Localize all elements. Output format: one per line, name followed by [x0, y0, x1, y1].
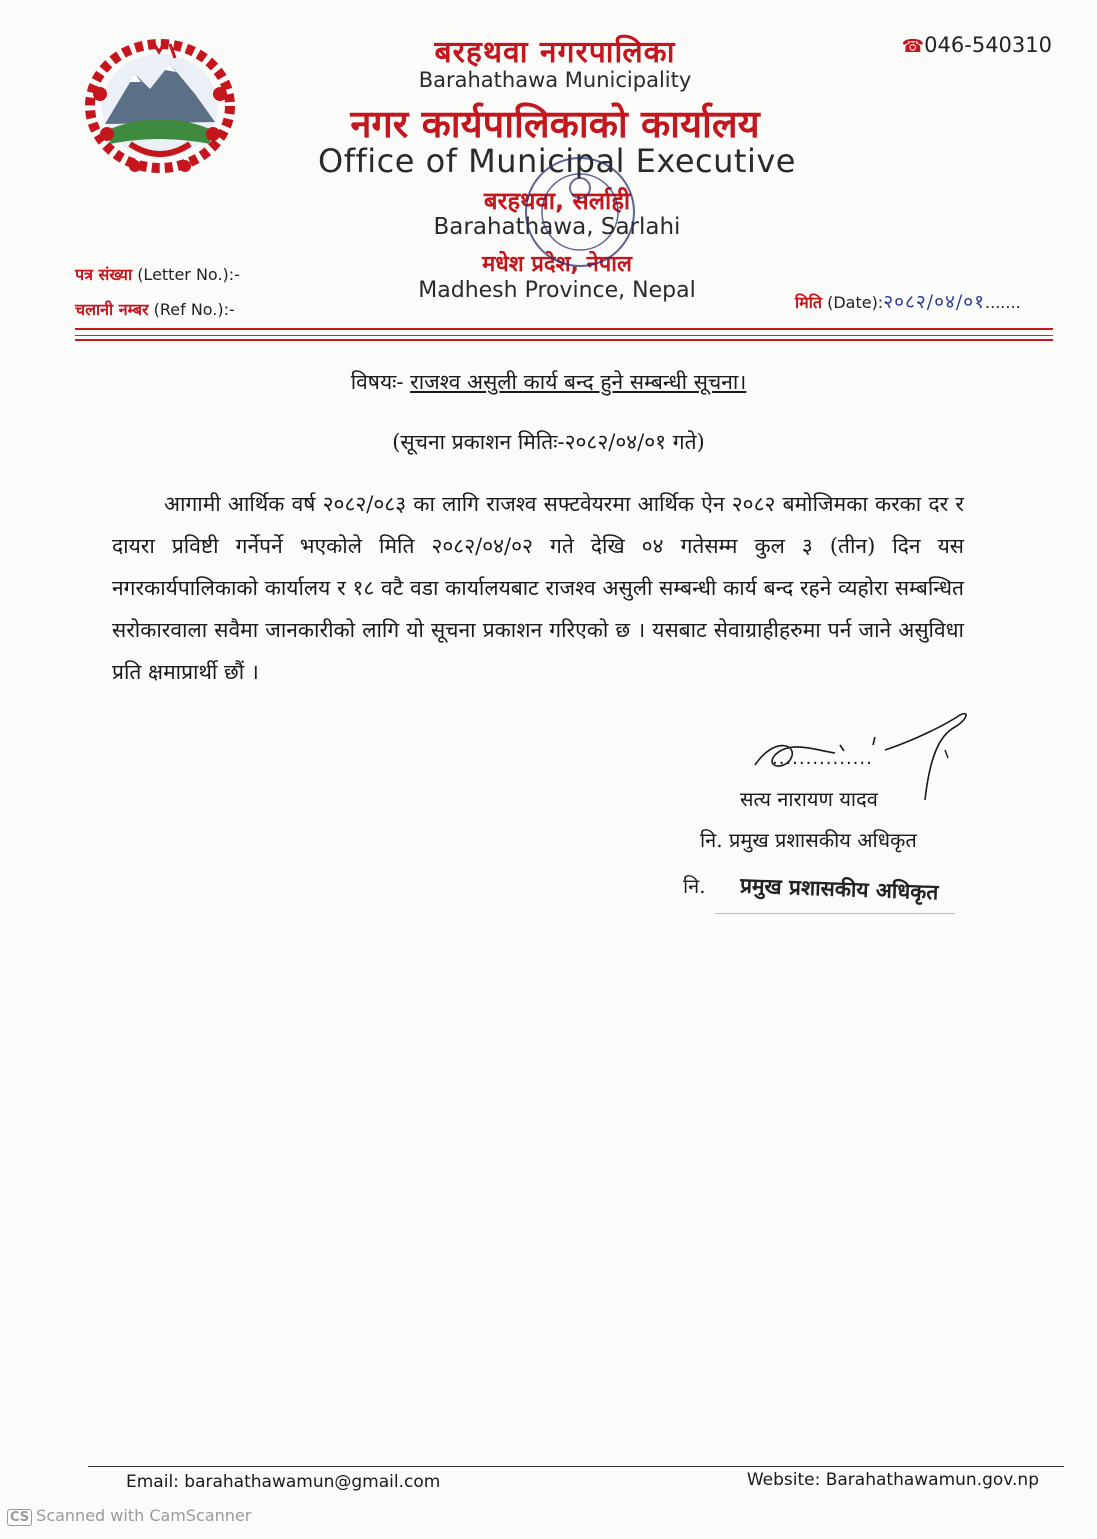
subject-label: विषयः- [350, 370, 404, 394]
footer-email: Email: barahathawamun@gmail.com [126, 1472, 441, 1492]
signer-designation: नि. प्रमुख प्रशासकीय अधिकृत [700, 828, 917, 852]
header-divider-thin [75, 335, 1053, 336]
municipality-name-np: बरहथवा नगरपालिका [434, 35, 676, 70]
office-name-en: Office of Municipal Executive [318, 142, 796, 180]
signer-name: सत्य नारायण यादव [740, 787, 878, 811]
header-divider-lower [75, 339, 1053, 341]
notice-body: आगामी आर्थिक वर्ष २०८२/०८३ का लागि राजश्व सफ्टवेयरमा आर्थिक ऐन २०८२ बमोजिमका करका दर र दायरा प्रविष्टी गर्नेपर्ने भएकोले मिति २०८२/०४/०२ गते देखि ०४ गतेसम्म कुल ३ (तीन) दिन यस नगरकार्यपालिकाको कार्यालय र १८ वटै वडा कार्यालयबाट राजश्व असुली सम्बन्धी कार्य बन्द रहने व्यहोरा सम्बन्धित सरोकारवाला सवैमा जानकारीको लागि यो सूचना प्रकाशन गरिएको छ । यसबाट सेवाग्राहीहरुमा पर्न जाने असुविधा प्रति क्षमाप्रार्थी छौं । [112, 492, 964, 684]
stamp-underline [715, 913, 955, 914]
letter-date: मिति (Date):२०८२/०४/०१....... [795, 291, 1021, 313]
camscanner-logo-icon: CS [7, 1509, 32, 1526]
location-np: बरहथवा, सर्लाही [483, 187, 631, 215]
header-divider [75, 328, 1053, 330]
signature-line: ............... [772, 748, 873, 769]
designation-stamp: प्रमुख प्रशासकीय अधिकृत [739, 872, 939, 905]
letter-number: पत्र संख्या (Letter No.):- [75, 265, 240, 284]
publication-date: (सूचना प्रकाशन मितिः-२०८२/०४/०१ गते) [392, 430, 705, 454]
province-en: Madhesh Province, Nepal [418, 278, 696, 303]
camscanner-watermark: CS Scanned with CamScanner [7, 1506, 251, 1526]
office-seal [520, 152, 640, 272]
handwritten-date: २०८२/०४/०१ [883, 291, 986, 313]
reference-number: चलानी नम्बर (Ref No.):- [75, 300, 235, 319]
province-np: मधेश प्रदेश, नेपाल [482, 252, 632, 277]
footer-divider [88, 1466, 1064, 1467]
phone-number: ☎046-540310 [901, 33, 1052, 57]
stamp-prefix: नि. [683, 874, 706, 898]
office-name-np: नगर कार्यपालिकाको कार्यालय [350, 102, 760, 146]
location-en: Barahathawa, Sarlahi [433, 214, 681, 240]
notice-subject [0, 368, 1097, 396]
subject-text: राजश्व असुली कार्य बन्द हुने सम्बन्धी सूचना। [410, 370, 747, 394]
municipality-name-en: Barahathawa Municipality [418, 68, 692, 92]
telephone-icon: ☎ [901, 36, 925, 57]
footer-website: Website: Barahathawamun.gov.np [746, 1470, 1039, 1490]
